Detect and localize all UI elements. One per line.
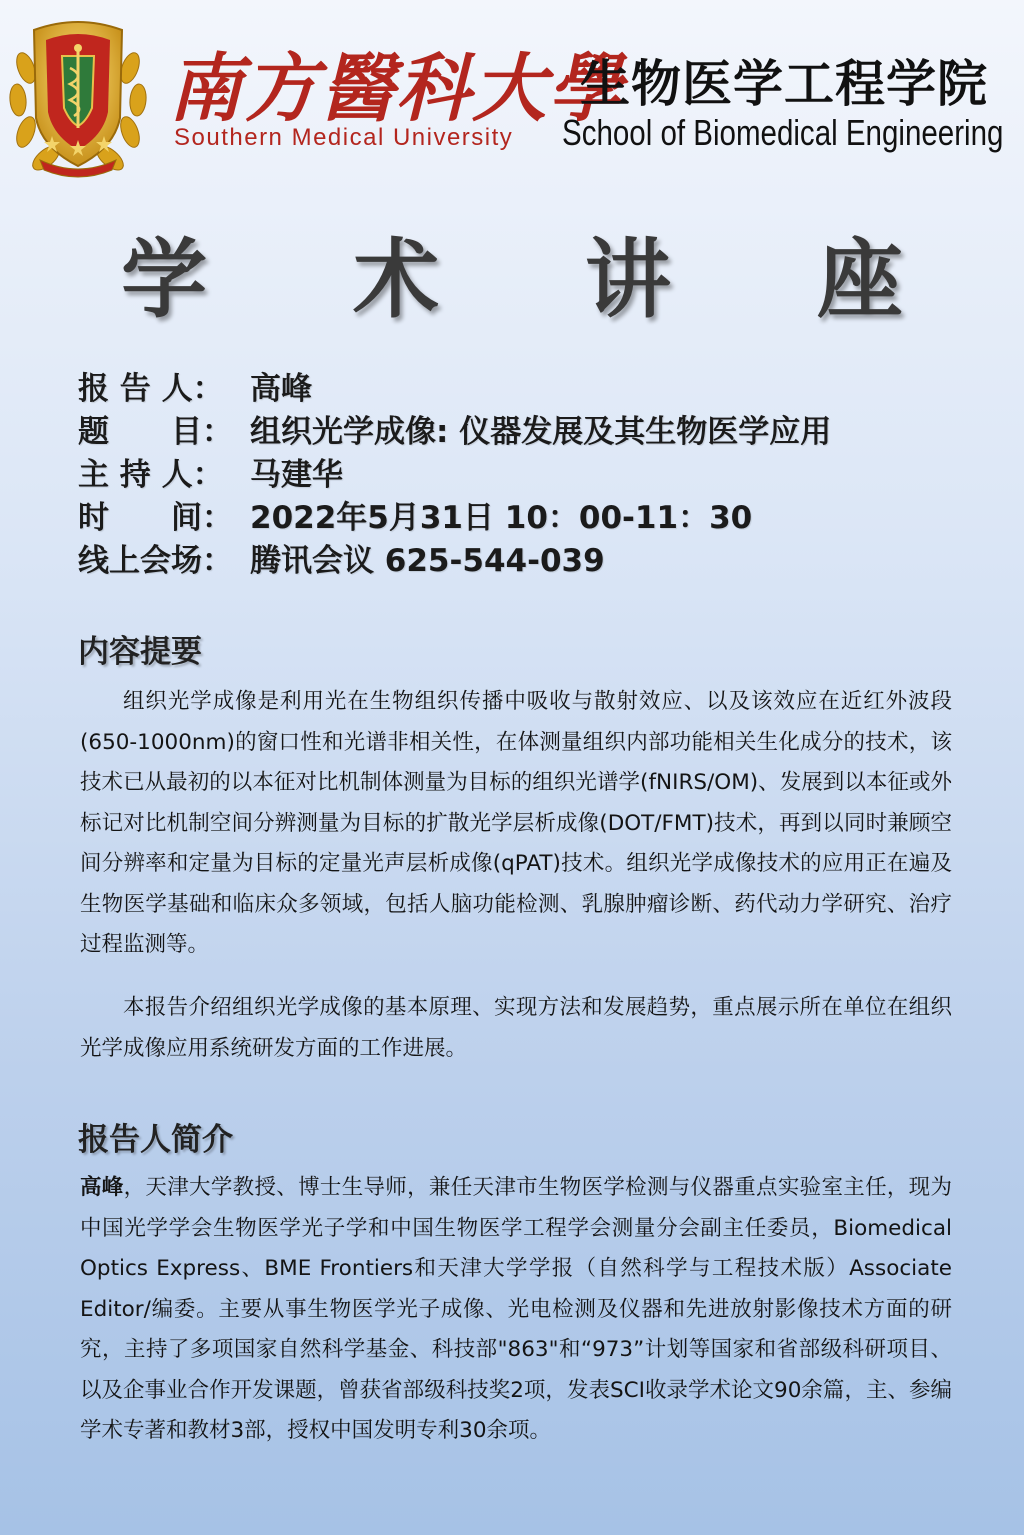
school-name-cn: 生物医学工程学院 bbox=[580, 54, 988, 113]
abstract-heading: 内容提要 bbox=[78, 634, 202, 670]
info-label: 线上会场： bbox=[78, 543, 233, 579]
info-label: 时 间： bbox=[78, 500, 233, 536]
info-row-topic bbox=[78, 407, 978, 450]
lecture-info bbox=[78, 364, 978, 579]
abstract-paragraph: 本报告介绍组织光学成像的基本原理、实现方法和发展趋势，重点展示所在单位在组织光学成像应用系统研发方面的工作进展。 bbox=[80, 995, 952, 1061]
university-emblem-icon bbox=[4, 8, 152, 178]
info-row-time bbox=[78, 493, 978, 536]
page-title: 学 术 讲 座 bbox=[121, 229, 961, 330]
info-value: 高峰 bbox=[250, 371, 312, 407]
info-row-venue bbox=[78, 536, 978, 579]
school-name-en: School of Biomedical Engineering bbox=[562, 112, 1004, 153]
info-value: 马建华 bbox=[250, 457, 343, 493]
abstract-paragraph: 组织光学成像是利用光在生物组织传播中吸收与散射效应、以及该效应在近红外波段(650-1000nm)的窗口性和光谱非相关性，在体测量组织内部功能相关生化成分的技术，该技术已从最初的以本征对比机制体测量为目标的组织光谱学(fNIRS/OM)、发展到以本征或外标记对比机制空间分辨测量为目标的扩散光学层析成像(DOT/FMT)技术，再到以同时兼顾空间分辨率和定量为目标的定量光声层析成像(qPAT)技术。组织光学成像技术的应用正在遍及生物医学基础和临床众多领域，包括人脑功能检测、乳腺肿瘤诊断、药代动力学研究、治疗过程监测等。 bbox=[80, 689, 952, 957]
university-name-en: Southern Medical University bbox=[174, 124, 514, 151]
info-row-speaker bbox=[78, 364, 978, 407]
info-label: 主 持 人： bbox=[78, 457, 224, 493]
info-value: 组织光学成像: 仪器发展及其生物医学应用 bbox=[250, 414, 832, 450]
speaker-name: 高峰 bbox=[80, 1175, 124, 1200]
header bbox=[0, 0, 1024, 190]
info-row-host bbox=[78, 450, 978, 493]
bio-text: ，天津大学教授、博士生导师，兼任天津市生物医学检测与仪器重点实验室主任，现为中国光学学会生物医学光子学和中国生物医学工程学会测量分会副主任委员，Biomedical Optics Express、BME Frontiers和天津大学学报（自然科学与工程技术版）Associate Editor/编委。主要从事生物医学光子成像、光电检测及仪器和先进放射影像技术方面的研究，主持了多项国家自然科学基金、科技部"863"和“973”计划等国家和省部级科研项目、以及企事业合作开发课题，曾获省部级科技奖2项，发表SCI收录学术论文90余篇，主、参编学术专著和教材3部，授权中国发明专利30余项。 bbox=[80, 1175, 952, 1443]
info-value: 2022年5月31日 10：00-11：30 bbox=[250, 500, 753, 536]
bio-paragraph bbox=[80, 1168, 952, 1452]
university-name-cn: 南方醫科大學 bbox=[168, 46, 624, 132]
bio-heading: 报告人简介 bbox=[78, 1122, 233, 1158]
info-label: 报 告 人： bbox=[78, 371, 224, 407]
info-label: 题 目： bbox=[78, 414, 233, 450]
info-value: 腾讯会议 625-544-039 bbox=[250, 543, 605, 579]
